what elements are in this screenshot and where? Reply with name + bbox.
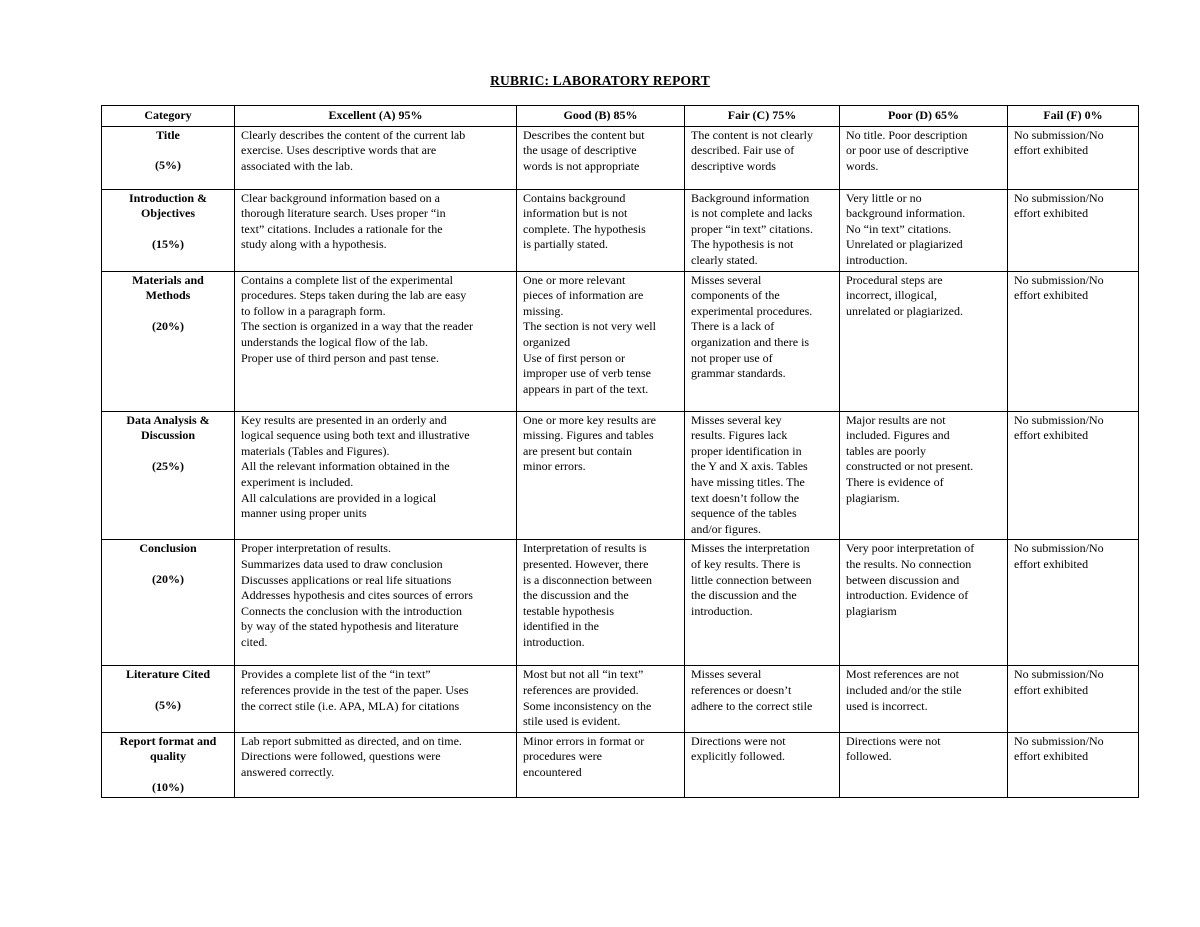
excellent-text-line: Summarizes data used to draw conclusion <box>241 556 443 571</box>
fail-text-line: No submission/No <box>1014 412 1104 427</box>
poor-cell <box>840 126 1008 189</box>
poor-text-line: Procedural steps are <box>846 272 943 287</box>
category-label: Introduction & <box>128 190 208 205</box>
excellent-text-line: experiment is included. <box>241 474 354 489</box>
fair-text-line: explicitly followed. <box>691 749 785 764</box>
good-text-line: Use of first person or <box>523 350 625 365</box>
fair-cell <box>685 189 840 271</box>
fair-text-line: descriptive words <box>691 158 776 173</box>
excellent-cell <box>235 732 517 798</box>
header-excellent: Excellent (A) 95% <box>235 106 517 127</box>
fail-text-line: No submission/No <box>1014 541 1104 556</box>
good-cell <box>517 732 685 798</box>
good-text-line: is a disconnection between <box>523 572 652 587</box>
category-weight: (5%) <box>155 158 181 173</box>
category-label: Conclusion <box>139 541 197 556</box>
poor-text-line: followed. <box>846 749 892 764</box>
poor-text-line: the results. No connection <box>846 556 972 571</box>
fair-text-line: described. Fair use of <box>691 143 795 158</box>
fair-text-line: proper identification in <box>691 443 802 458</box>
good-text-line: complete. The hypothesis <box>523 221 646 236</box>
fair-text-line: grammar standards. <box>691 366 786 381</box>
category-label: Literature Cited <box>125 667 211 682</box>
table-row <box>102 271 1139 411</box>
fair-text-line: the discussion and the <box>691 588 797 603</box>
poor-cell <box>840 666 1008 732</box>
category-label: Methods <box>145 288 191 303</box>
good-text-line: words is not appropriate <box>523 158 640 173</box>
excellent-text-line: Discusses applications or real life situations <box>241 572 452 587</box>
fail-cell <box>1008 271 1139 411</box>
good-text-line: procedures were <box>523 749 602 764</box>
poor-text-line: There is evidence of <box>846 474 944 489</box>
fair-cell <box>685 732 840 798</box>
poor-text-line: included. Figures and <box>846 428 950 443</box>
excellent-text-line: Proper use of third person and past tense. <box>241 350 439 365</box>
fair-text-line: introduction. <box>691 603 753 618</box>
category-weight: (15%) <box>152 236 184 251</box>
fair-cell <box>685 126 840 189</box>
fair-text-line: There is a lack of <box>691 319 775 334</box>
table-row <box>102 732 1139 798</box>
excellent-text-line: All the relevant information obtained in the <box>241 459 450 474</box>
excellent-text-line: logical sequence using both text and illustrative <box>241 428 470 443</box>
poor-text-line: plagiarism. <box>846 490 900 505</box>
category-cell <box>102 411 235 540</box>
good-text-line: missing. Figures and tables <box>523 428 654 443</box>
excellent-text-line: Clear background information based on a <box>241 190 440 205</box>
poor-text-line: Major results are not <box>846 412 946 427</box>
fair-text-line: clearly stated. <box>691 252 758 267</box>
good-cell <box>517 126 685 189</box>
good-text-line: The section is not very well <box>523 319 656 334</box>
table-row <box>102 126 1139 189</box>
poor-text-line: between discussion and <box>846 572 960 587</box>
fair-text-line: adhere to the correct stile <box>691 698 813 713</box>
category-cell <box>102 666 235 732</box>
good-text-line: Interpretation of results is <box>523 541 647 556</box>
fair-cell <box>685 411 840 540</box>
poor-text-line: included and/or the stile <box>846 682 962 697</box>
fail-cell <box>1008 411 1139 540</box>
fair-text-line: sequence of the tables <box>691 506 797 521</box>
good-text-line: the usage of descriptive <box>523 143 637 158</box>
excellent-text-line: Clearly describes the content of the current lab <box>241 127 466 142</box>
fail-cell <box>1008 666 1139 732</box>
category-weight: (10%) <box>152 779 184 794</box>
category-label: Report format and <box>119 733 217 748</box>
fair-text-line: proper “in text” citations. <box>691 221 813 236</box>
table-row <box>102 666 1139 732</box>
fair-text-line: results. Figures lack <box>691 428 788 443</box>
fair-text-line: not proper use of <box>691 350 773 365</box>
poor-text-line: unrelated or plagiarized. <box>846 303 963 318</box>
fail-cell <box>1008 126 1139 189</box>
poor-text-line: words. <box>846 158 879 173</box>
good-text-line: Describes the content but <box>523 127 645 142</box>
rubric-table <box>101 105 1139 798</box>
excellent-cell <box>235 411 517 540</box>
good-text-line: One or more key results are <box>523 412 656 427</box>
category-weight: (25%) <box>152 458 184 473</box>
fair-cell <box>685 666 840 732</box>
good-text-line: is partially stated. <box>523 237 608 252</box>
category-weight: (20%) <box>152 318 184 333</box>
header-poor: Poor (D) 65% <box>840 106 1008 127</box>
header-row <box>102 106 1139 127</box>
excellent-text-line: Addresses hypothesis and cites sources of errors <box>241 588 473 603</box>
header-category: Category <box>102 106 235 127</box>
fair-cell <box>685 540 840 666</box>
fail-text-line: No submission/No <box>1014 667 1104 682</box>
poor-cell <box>840 271 1008 411</box>
fail-cell <box>1008 189 1139 271</box>
good-text-line: appears in part of the text. <box>523 381 649 396</box>
fail-text-line: No submission/No <box>1014 272 1104 287</box>
poor-text-line: incorrect, illogical, <box>846 288 937 303</box>
fair-text-line: references or doesn’t <box>691 682 792 697</box>
fail-text-line: No submission/No <box>1014 190 1104 205</box>
good-cell <box>517 540 685 666</box>
fail-cell <box>1008 732 1139 798</box>
good-text-line: Contains background <box>523 190 626 205</box>
excellent-text-line: answered correctly. <box>241 764 335 779</box>
good-text-line: are present but contain <box>523 443 632 458</box>
excellent-text-line: thorough literature search. Uses proper “in <box>241 206 446 221</box>
fair-text-line: Misses several key <box>691 412 782 427</box>
excellent-text-line: Directions were followed, questions were <box>241 749 441 764</box>
good-text-line: minor errors. <box>523 459 586 474</box>
fail-text-line: effort exhibited <box>1014 682 1089 697</box>
good-text-line: improper use of verb tense <box>523 366 651 381</box>
excellent-text-line: exercise. Uses descriptive words that are <box>241 143 437 158</box>
fair-text-line: organization and there is <box>691 334 810 349</box>
poor-cell <box>840 189 1008 271</box>
category-cell <box>102 540 235 666</box>
document-title: RUBRIC: LABORATORY REPORT <box>490 73 710 88</box>
fair-text-line: of key results. There is <box>691 556 801 571</box>
poor-text-line: background information. <box>846 206 966 221</box>
good-text-line: One or more relevant <box>523 272 626 287</box>
poor-text-line: used is incorrect. <box>846 698 928 713</box>
rubric-body <box>102 126 1139 798</box>
excellent-text-line: to follow in a paragraph form. <box>241 303 386 318</box>
category-weight: (20%) <box>152 571 184 586</box>
excellent-text-line: study along with a hypothesis. <box>241 237 387 252</box>
category-label: Title <box>156 127 180 142</box>
poor-text-line: constructed or not present. <box>846 459 974 474</box>
fail-text-line: effort exhibited <box>1014 556 1089 571</box>
excellent-cell <box>235 540 517 666</box>
fail-text-line: No submission/No <box>1014 127 1104 142</box>
poor-cell <box>840 540 1008 666</box>
good-cell <box>517 189 685 271</box>
poor-text-line: Very little or no <box>846 190 922 205</box>
poor-text-line: Most references are not <box>846 667 959 682</box>
good-text-line: organized <box>523 334 571 349</box>
excellent-text-line: All calculations are provided in a logical <box>241 490 437 505</box>
excellent-text-line: Contains a complete list of the experimental <box>241 272 453 287</box>
good-text-line: missing. <box>523 303 564 318</box>
excellent-text-line: materials (Tables and Figures). <box>241 443 390 458</box>
excellent-text-line: text” citations. Includes a rationale for the <box>241 221 443 236</box>
table-row <box>102 411 1139 540</box>
poor-text-line: or poor use of descriptive <box>846 143 969 158</box>
excellent-text-line: references provide in the test of the paper. Uses <box>241 682 469 697</box>
fair-text-line: The content is not clearly <box>691 127 813 142</box>
poor-cell <box>840 732 1008 798</box>
good-text-line: Some inconsistency on the <box>523 698 652 713</box>
excellent-text-line: Lab report submitted as directed, and on time. <box>241 733 462 748</box>
excellent-text-line: associated with the lab. <box>241 158 353 173</box>
fair-text-line: Misses the interpretation <box>691 541 810 556</box>
category-cell <box>102 271 235 411</box>
poor-text-line: Directions were not <box>846 733 941 748</box>
excellent-text-line: Key results are presented in an orderly and <box>241 412 447 427</box>
fail-text-line: effort exhibited <box>1014 749 1089 764</box>
table-row <box>102 189 1139 271</box>
fail-cell <box>1008 540 1139 666</box>
fair-text-line: Directions were not <box>691 733 786 748</box>
good-text-line: references are provided. <box>523 682 639 697</box>
category-cell <box>102 189 235 271</box>
fair-text-line: The hypothesis is not <box>691 237 794 252</box>
poor-text-line: introduction. <box>846 252 908 267</box>
excellent-text-line: Provides a complete list of the “in text” <box>241 667 431 682</box>
good-cell <box>517 666 685 732</box>
fair-text-line: is not complete and lacks <box>691 206 813 221</box>
category-label: Objectives <box>141 206 195 221</box>
excellent-text-line: Connects the conclusion with the introduction <box>241 603 462 618</box>
excellent-text-line: by way of the stated hypothesis and literature <box>241 619 459 634</box>
good-text-line: presented. However, there <box>523 556 649 571</box>
category-label: Discussion <box>140 428 196 443</box>
fail-text-line: effort exhibited <box>1014 206 1089 221</box>
fair-text-line: Background information <box>691 190 810 205</box>
good-text-line: encountered <box>523 764 582 779</box>
poor-text-line: Unrelated or plagiarized <box>846 237 963 252</box>
table-row <box>102 540 1139 666</box>
excellent-cell <box>235 189 517 271</box>
fair-text-line: and/or figures. <box>691 521 761 536</box>
fair-text-line: little connection between <box>691 572 812 587</box>
good-text-line: information but is not <box>523 206 628 221</box>
good-cell <box>517 271 685 411</box>
category-label: Data Analysis & <box>126 412 210 427</box>
fail-text-line: effort exhibited <box>1014 288 1089 303</box>
good-text-line: the discussion and the <box>523 588 629 603</box>
excellent-text-line: manner using proper units <box>241 506 367 521</box>
fair-text-line: text doesn’t follow the <box>691 490 800 505</box>
excellent-cell <box>235 126 517 189</box>
excellent-text-line: the correct stile (i.e. APA, MLA) for citations <box>241 698 460 713</box>
good-text-line: pieces of information are <box>523 288 644 303</box>
good-text-line: Minor errors in format or <box>523 733 645 748</box>
category-cell <box>102 126 235 189</box>
excellent-cell <box>235 666 517 732</box>
good-text-line: testable hypothesis <box>523 603 614 618</box>
excellent-text-line: understands the logical flow of the lab. <box>241 334 428 349</box>
poor-text-line: No “in text” citations. <box>846 221 952 236</box>
poor-text-line: No title. Poor description <box>846 127 968 142</box>
fair-text-line: have missing titles. The <box>691 474 805 489</box>
poor-text-line: plagiarism <box>846 603 897 618</box>
good-text-line: stile used is evident. <box>523 714 621 729</box>
fail-text-line: effort exhibited <box>1014 428 1089 443</box>
excellent-text-line: cited. <box>241 634 268 649</box>
poor-text-line: Very poor interpretation of <box>846 541 975 556</box>
poor-text-line: introduction. Evidence of <box>846 588 969 603</box>
category-cell <box>102 732 235 798</box>
category-label: quality <box>149 749 186 764</box>
fail-text-line: effort exhibited <box>1014 143 1089 158</box>
fail-text-line: No submission/No <box>1014 733 1104 748</box>
fair-cell <box>685 271 840 411</box>
poor-cell <box>840 411 1008 540</box>
poor-text-line: tables are poorly <box>846 443 926 458</box>
header-fair: Fair (C) 75% <box>685 106 840 127</box>
fair-text-line: Misses several <box>691 272 762 287</box>
fair-text-line: experimental procedures. <box>691 303 813 318</box>
excellent-text-line: The section is organized in a way that the reader <box>241 319 474 334</box>
excellent-cell <box>235 271 517 411</box>
category-weight: (5%) <box>155 697 181 712</box>
fair-text-line: components of the <box>691 288 780 303</box>
good-cell <box>517 411 685 540</box>
excellent-text-line: Proper interpretation of results. <box>241 541 391 556</box>
good-text-line: identified in the <box>523 619 599 634</box>
header-good: Good (B) 85% <box>517 106 685 127</box>
category-label: Materials and <box>132 272 204 287</box>
good-text-line: introduction. <box>523 634 585 649</box>
header-fail: Fail (F) 0% <box>1008 106 1139 127</box>
excellent-text-line: procedures. Steps taken during the lab are easy <box>241 288 467 303</box>
fair-text-line: the Y and X axis. Tables <box>691 459 808 474</box>
good-text-line: Most but not all “in text” <box>523 667 644 682</box>
fair-text-line: Misses several <box>691 667 762 682</box>
